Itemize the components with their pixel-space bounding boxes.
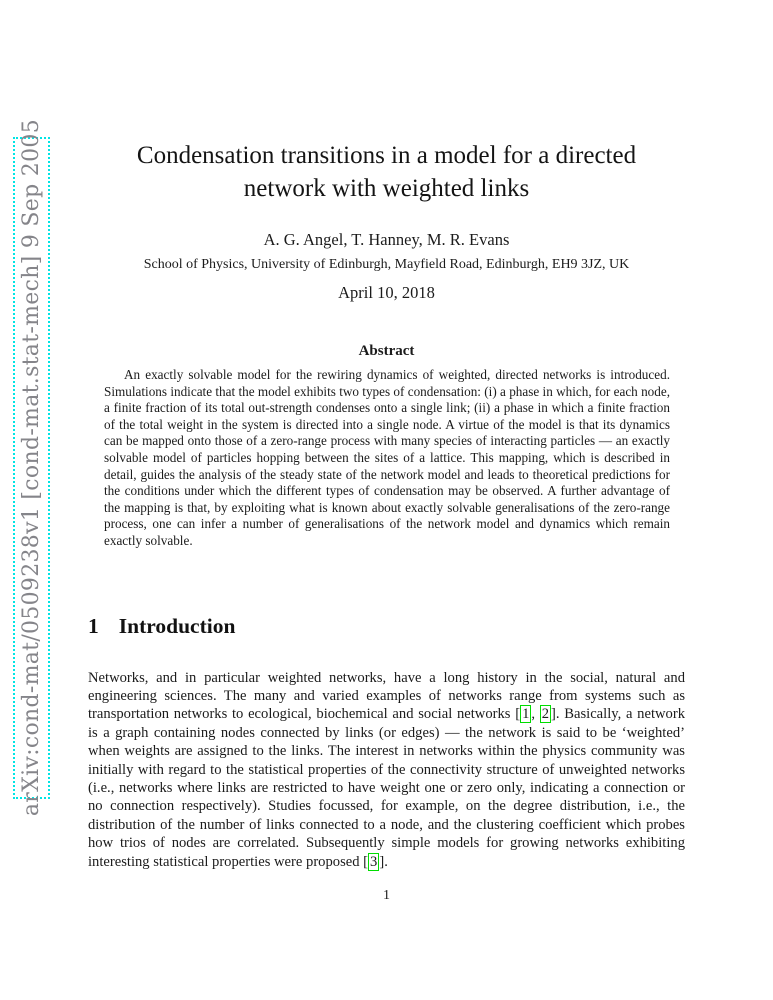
abstract-heading: Abstract (358, 343, 415, 359)
authors-line: A. G. Angel, T. Hanney, M. R. Evans (263, 230, 510, 249)
arxiv-stamp-box (13, 119, 50, 817)
page-number: 1 (383, 888, 390, 903)
citation-link-3[interactable]: 3 (370, 853, 378, 870)
section-1-number: 1 (88, 614, 99, 638)
paper-title (88, 139, 685, 205)
paper-title-line1: Condensation transitions in a model for a directed (136, 142, 637, 169)
section-1-heading (88, 614, 685, 639)
affiliation-line: School of Physics, University of Edinburgh, Mayfield Road, Edinburgh, EH9 3JZ, UK (143, 257, 630, 272)
arxiv-stamp-link[interactable]: arXiv:cond-mat/0509238v1 [cond-mat.stat-mech] 9 Sep 2005 (19, 119, 44, 817)
date-line: April 10, 2018 (338, 283, 435, 302)
intro-text-segment: ]. (379, 853, 388, 870)
intro-text-segment: ]. Basically, a network is a graph containing nodes connected by links (or edges) — the network is said to be ‘weighted’ when weights are assigned to the links. The interest in networks within the physics community was initially with regard to the statistical properties of the connectivity structure of unweighted networks (i.e., networks where links are restricted to have weight one or zero only, indicating a connection or no connection respectively). Studies focussed, for example, on the degree distribution, i.e., the distribution of the number of links connected to a node, and the clustering coefficient which probes how trios of nodes are correlated. Subsequently simple models for growing networks exhibiting interesting statistical properties were proposed [ (88, 706, 686, 870)
intro-paragraph (88, 669, 685, 871)
abstract-body: An exactly solvable model for the rewiring dynamics of weighted, directed networks is introduced. Simulations indicate that the model exhibits two types of condensation: (i) a phase in which, for each node, a finite fraction of its total out-strength condenses onto a single link; (ii) a phase in which a finite fraction of the total weight in the system is directed into a single node. A virtue of the model is that its dynamics can be mapped onto those of a zero-range process with many species of interacting particles — an exactly solvable model of particles hopping between the sites of a lattice. This mapping, which is described in detail, guides the analysis of the steady state of the network model and leads to theoretical predictions for the conditions under which the different types of condensation may be observed. A further advantage of the mapping is that, by exploiting what is known about exactly solvable generalisations of the zero-range process, one can infer a number of generalisations of the network model and dynamics which remain exactly solvable. (104, 367, 670, 548)
intro-text-segment: , (531, 706, 540, 723)
section-1-title: Introduction (118, 614, 236, 638)
citation-link-1[interactable]: 1 (522, 706, 530, 723)
paper-title-line2: network with weighted links (243, 175, 530, 202)
citation-link-2[interactable]: 2 (541, 706, 550, 723)
intro-text-segment: Networks, and in particular weighted networks, have a long history in the social, natural and engineering sciences. The many and varied examples of networks range from systems such as transportation networks to ecological, biochemical and social networks [ (88, 669, 685, 723)
